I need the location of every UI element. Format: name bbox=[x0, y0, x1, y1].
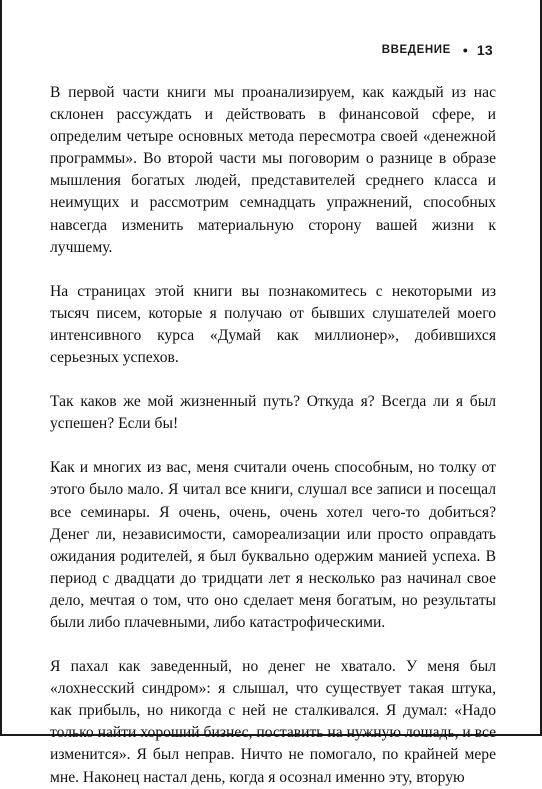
paragraph: В первой части книги мы проанализируем, как каждый из нас склонен рассуждать и действовать в финансовой сфере, и определим четыре основных метода пересмотра своей «денежной программы». Во второй части мы поговорим о разнице в образе мышления богатых людей, представителей среднего класса и неимущих и рассмотрим семнадцать упражнений, способных навсегда изменить материальную сторону вашей жизни к лучшему. bbox=[50, 84, 496, 256]
paragraph: Я пахал как заведенный, но денег не хватало. У меня был «лохнесский синдром»: я слышал, что существует такая штука, как прибыль, но никогда с ней не сталкивался. Я думал: «Надо только найти хороший бизнес, поставить на нужную лошадь, и все изменится». Я был неправ. Ничто не помогало, по крайней мере мне. Наконец настал день, когда я осознал именно эту, вторую bbox=[50, 658, 496, 786]
running-header bbox=[382, 42, 493, 58]
paragraph: Так каков же мой жизненный путь? Откуда я? Всегда ли я был успешен? Если бы! bbox=[50, 393, 496, 433]
paragraph: На страницах этой книги вы познакомитесь с некоторыми из тысяч писем, которые я получаю от бывших слушателей моего интенсивного курса «Думай как миллионер», добившихся серьезных успехов. bbox=[50, 282, 496, 367]
paragraph: Как и многих из вас, меня считали очень способным, но толку от этого было мало. Я читал все книги, слушал все записи и посещал все семинары. Я очень, очень, очень хотел чего-то добиться? Денег ли, независимости, самореализации или просто оправдать ожидания родителей, я был буквально одержим манией успеха. В период с двадцати до тридцати лет я несколько раз начинал свое дело, мечтая о том, что оно сделает меня богатым, но результаты были либо плачевными, либо катастрофическими. bbox=[50, 459, 496, 631]
section-title: ВВЕДЕНИЕ bbox=[381, 44, 451, 56]
separator-bullet: • bbox=[462, 42, 468, 58]
body-text bbox=[50, 82, 496, 789]
page-number: 13 bbox=[476, 42, 493, 58]
